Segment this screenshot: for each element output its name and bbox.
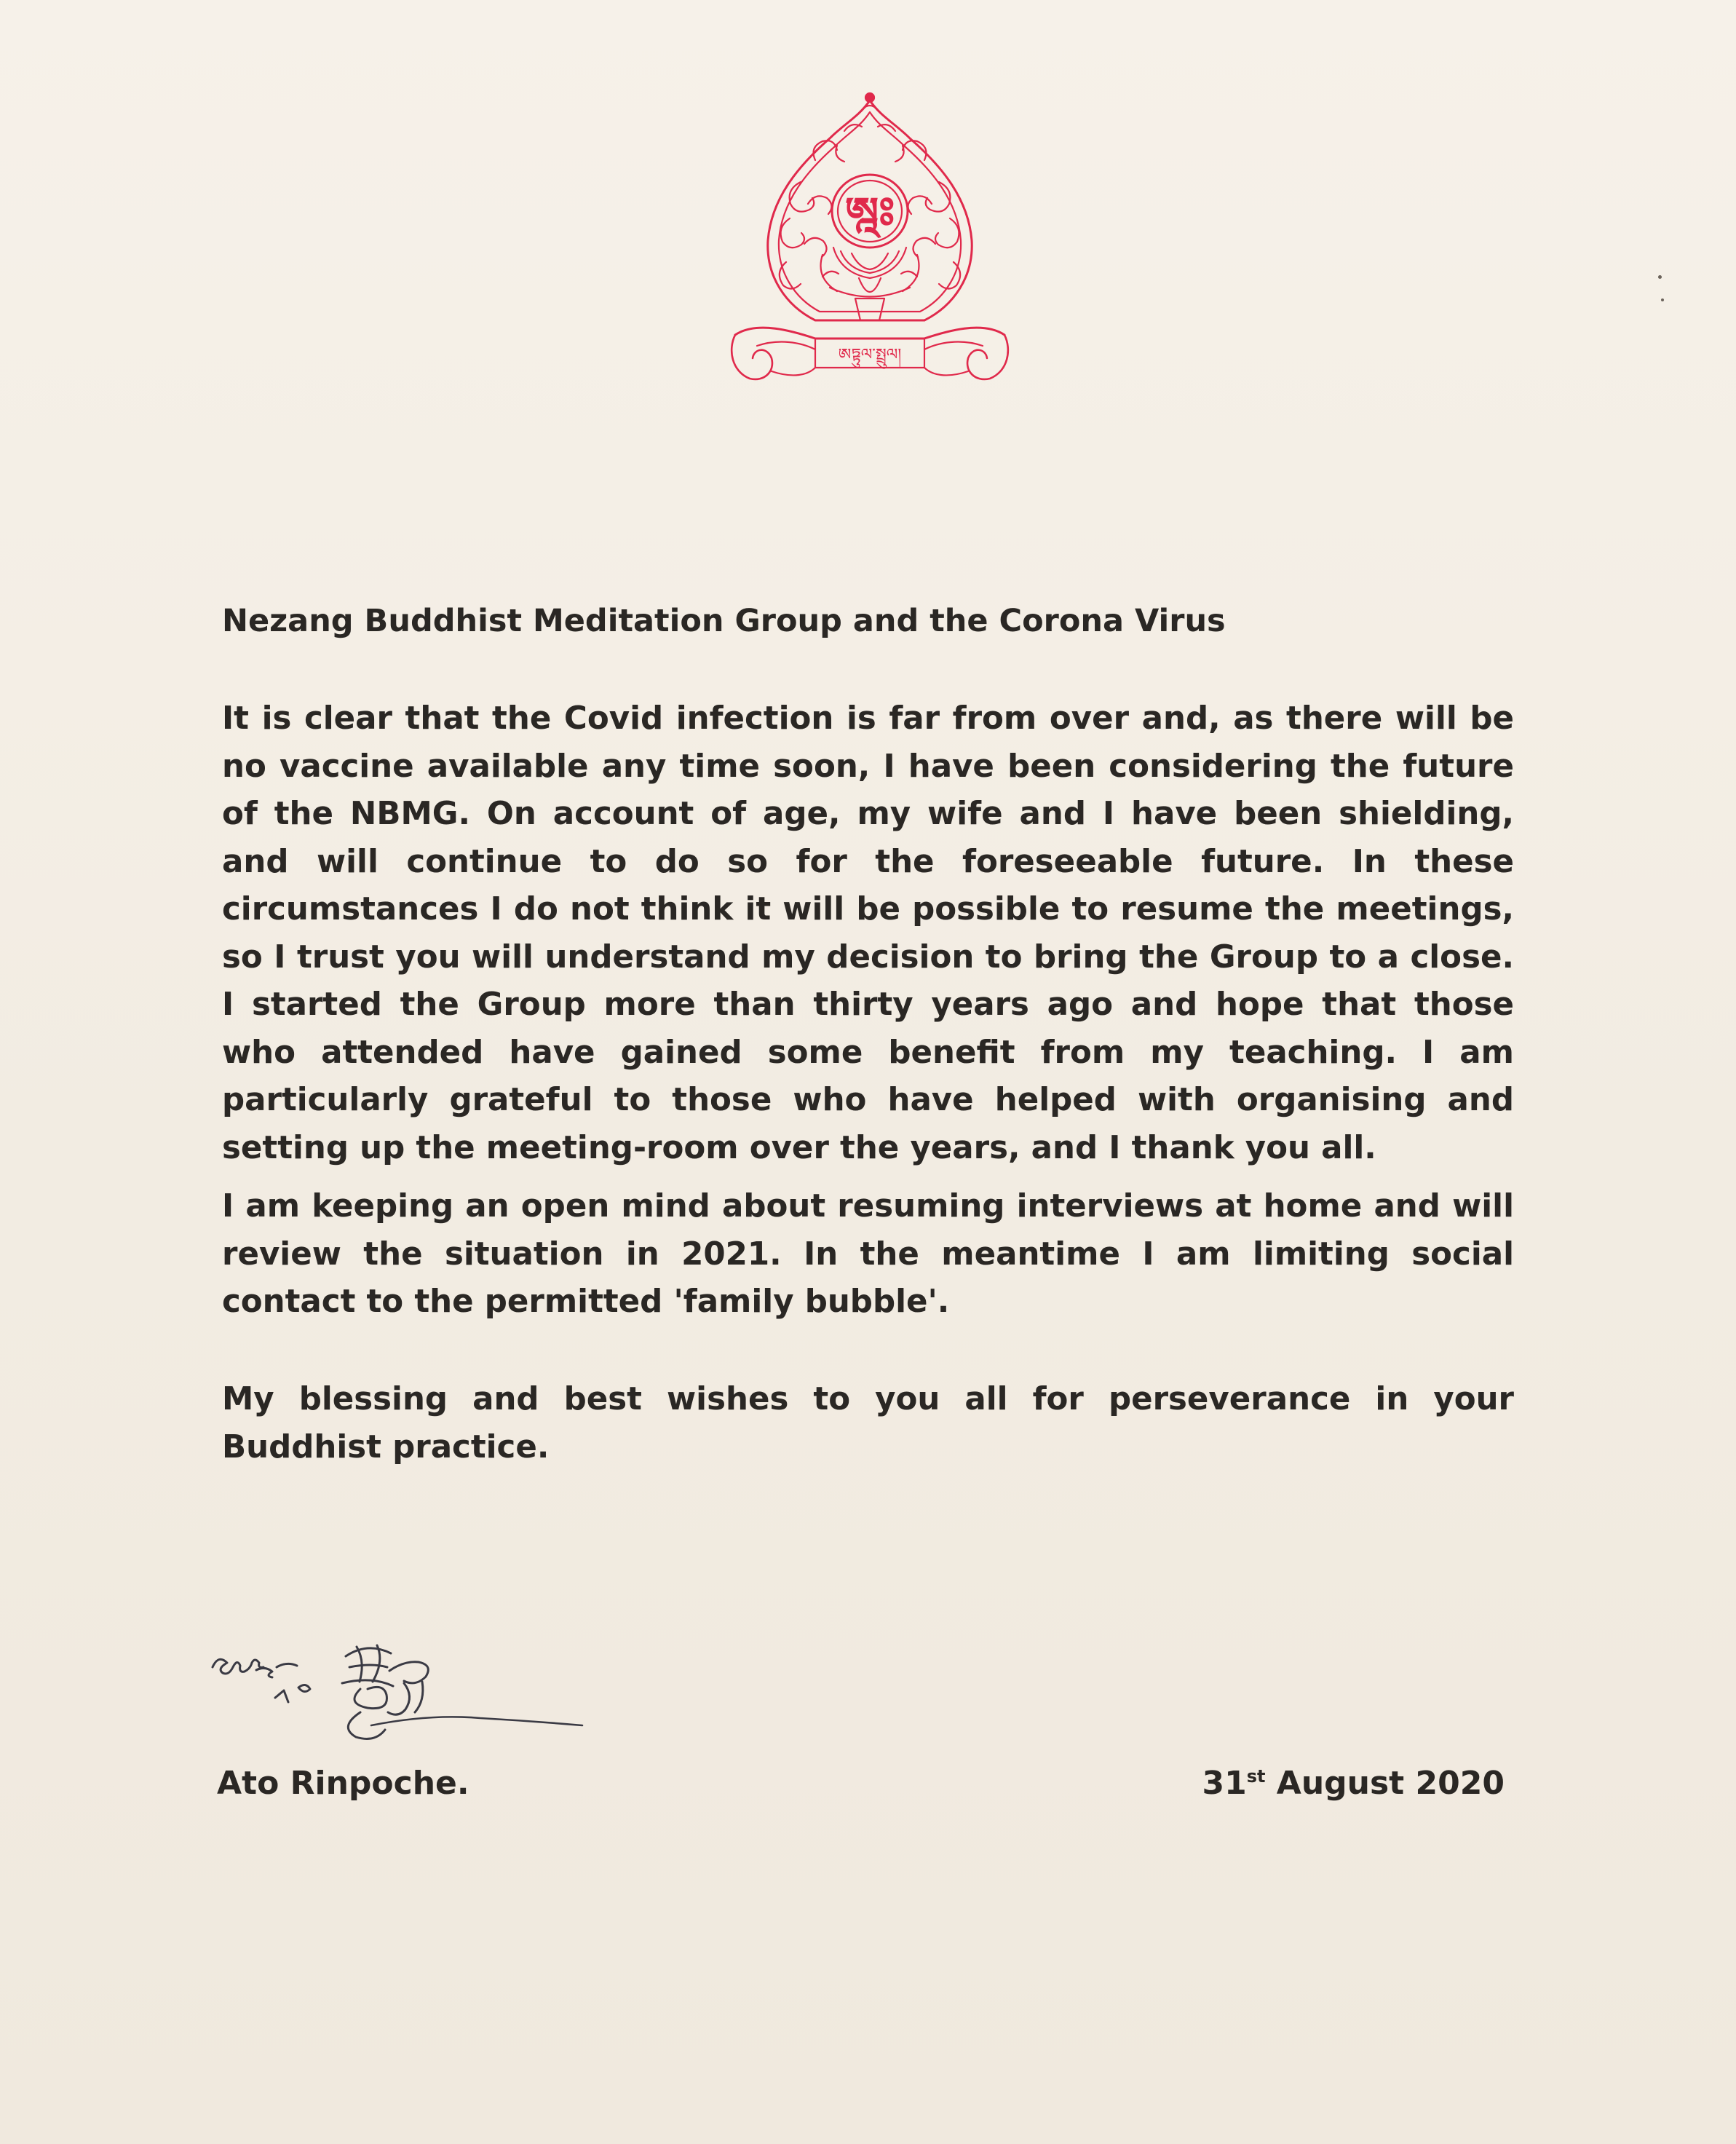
date-month-year: August 2020	[1265, 1765, 1505, 1802]
lotus-emblem-icon	[713, 87, 1026, 408]
emblem-syllable: ཨྰཿ	[844, 188, 895, 237]
body-paragraph: My blessing and best wishes to you all for perseverance in your Buddhist practice.	[222, 1381, 1514, 1465]
letter-date	[1202, 1762, 1505, 1805]
handwritten-signature	[204, 1616, 611, 1762]
body-paragraph: It is clear that the Covid infection is far from over and, as there will be no vaccine available any time soon, I have been considering the future of the NBMG. On account of age, my wife and I have been shielding, and will continue to do so for the foreseeable future. In these circumstances I do not think it will be possible to resume the meetings, so I trust you will understand my decision to bring the Group to a close. I started the Group more than thirty years ago and hope that those who attended have gained some benefit from my teaching. I am particularly grateful to those who have helped with organising and setting up the meeting-room over the years, and I thank you all.	[222, 700, 1514, 1166]
body-paragraph: I am keeping an open mind about resuming interviews at home and will review the situation in 2021. In the meantime I am limiting social contact to the permitted 'family bubble'.	[222, 1188, 1514, 1320]
paper-speck	[1661, 298, 1664, 301]
emblem-banner-text: ཨཏྟུལ་སྤྲུལ།	[838, 346, 902, 364]
signer-name: Ato Rinpoche.	[217, 1765, 469, 1802]
paper-speck	[1658, 275, 1662, 279]
letter-title: Nezang Buddhist Meditation Group and the Corona Virus	[222, 603, 1226, 639]
date-suffix: st	[1246, 1766, 1266, 1787]
date-day: 31	[1202, 1765, 1247, 1802]
